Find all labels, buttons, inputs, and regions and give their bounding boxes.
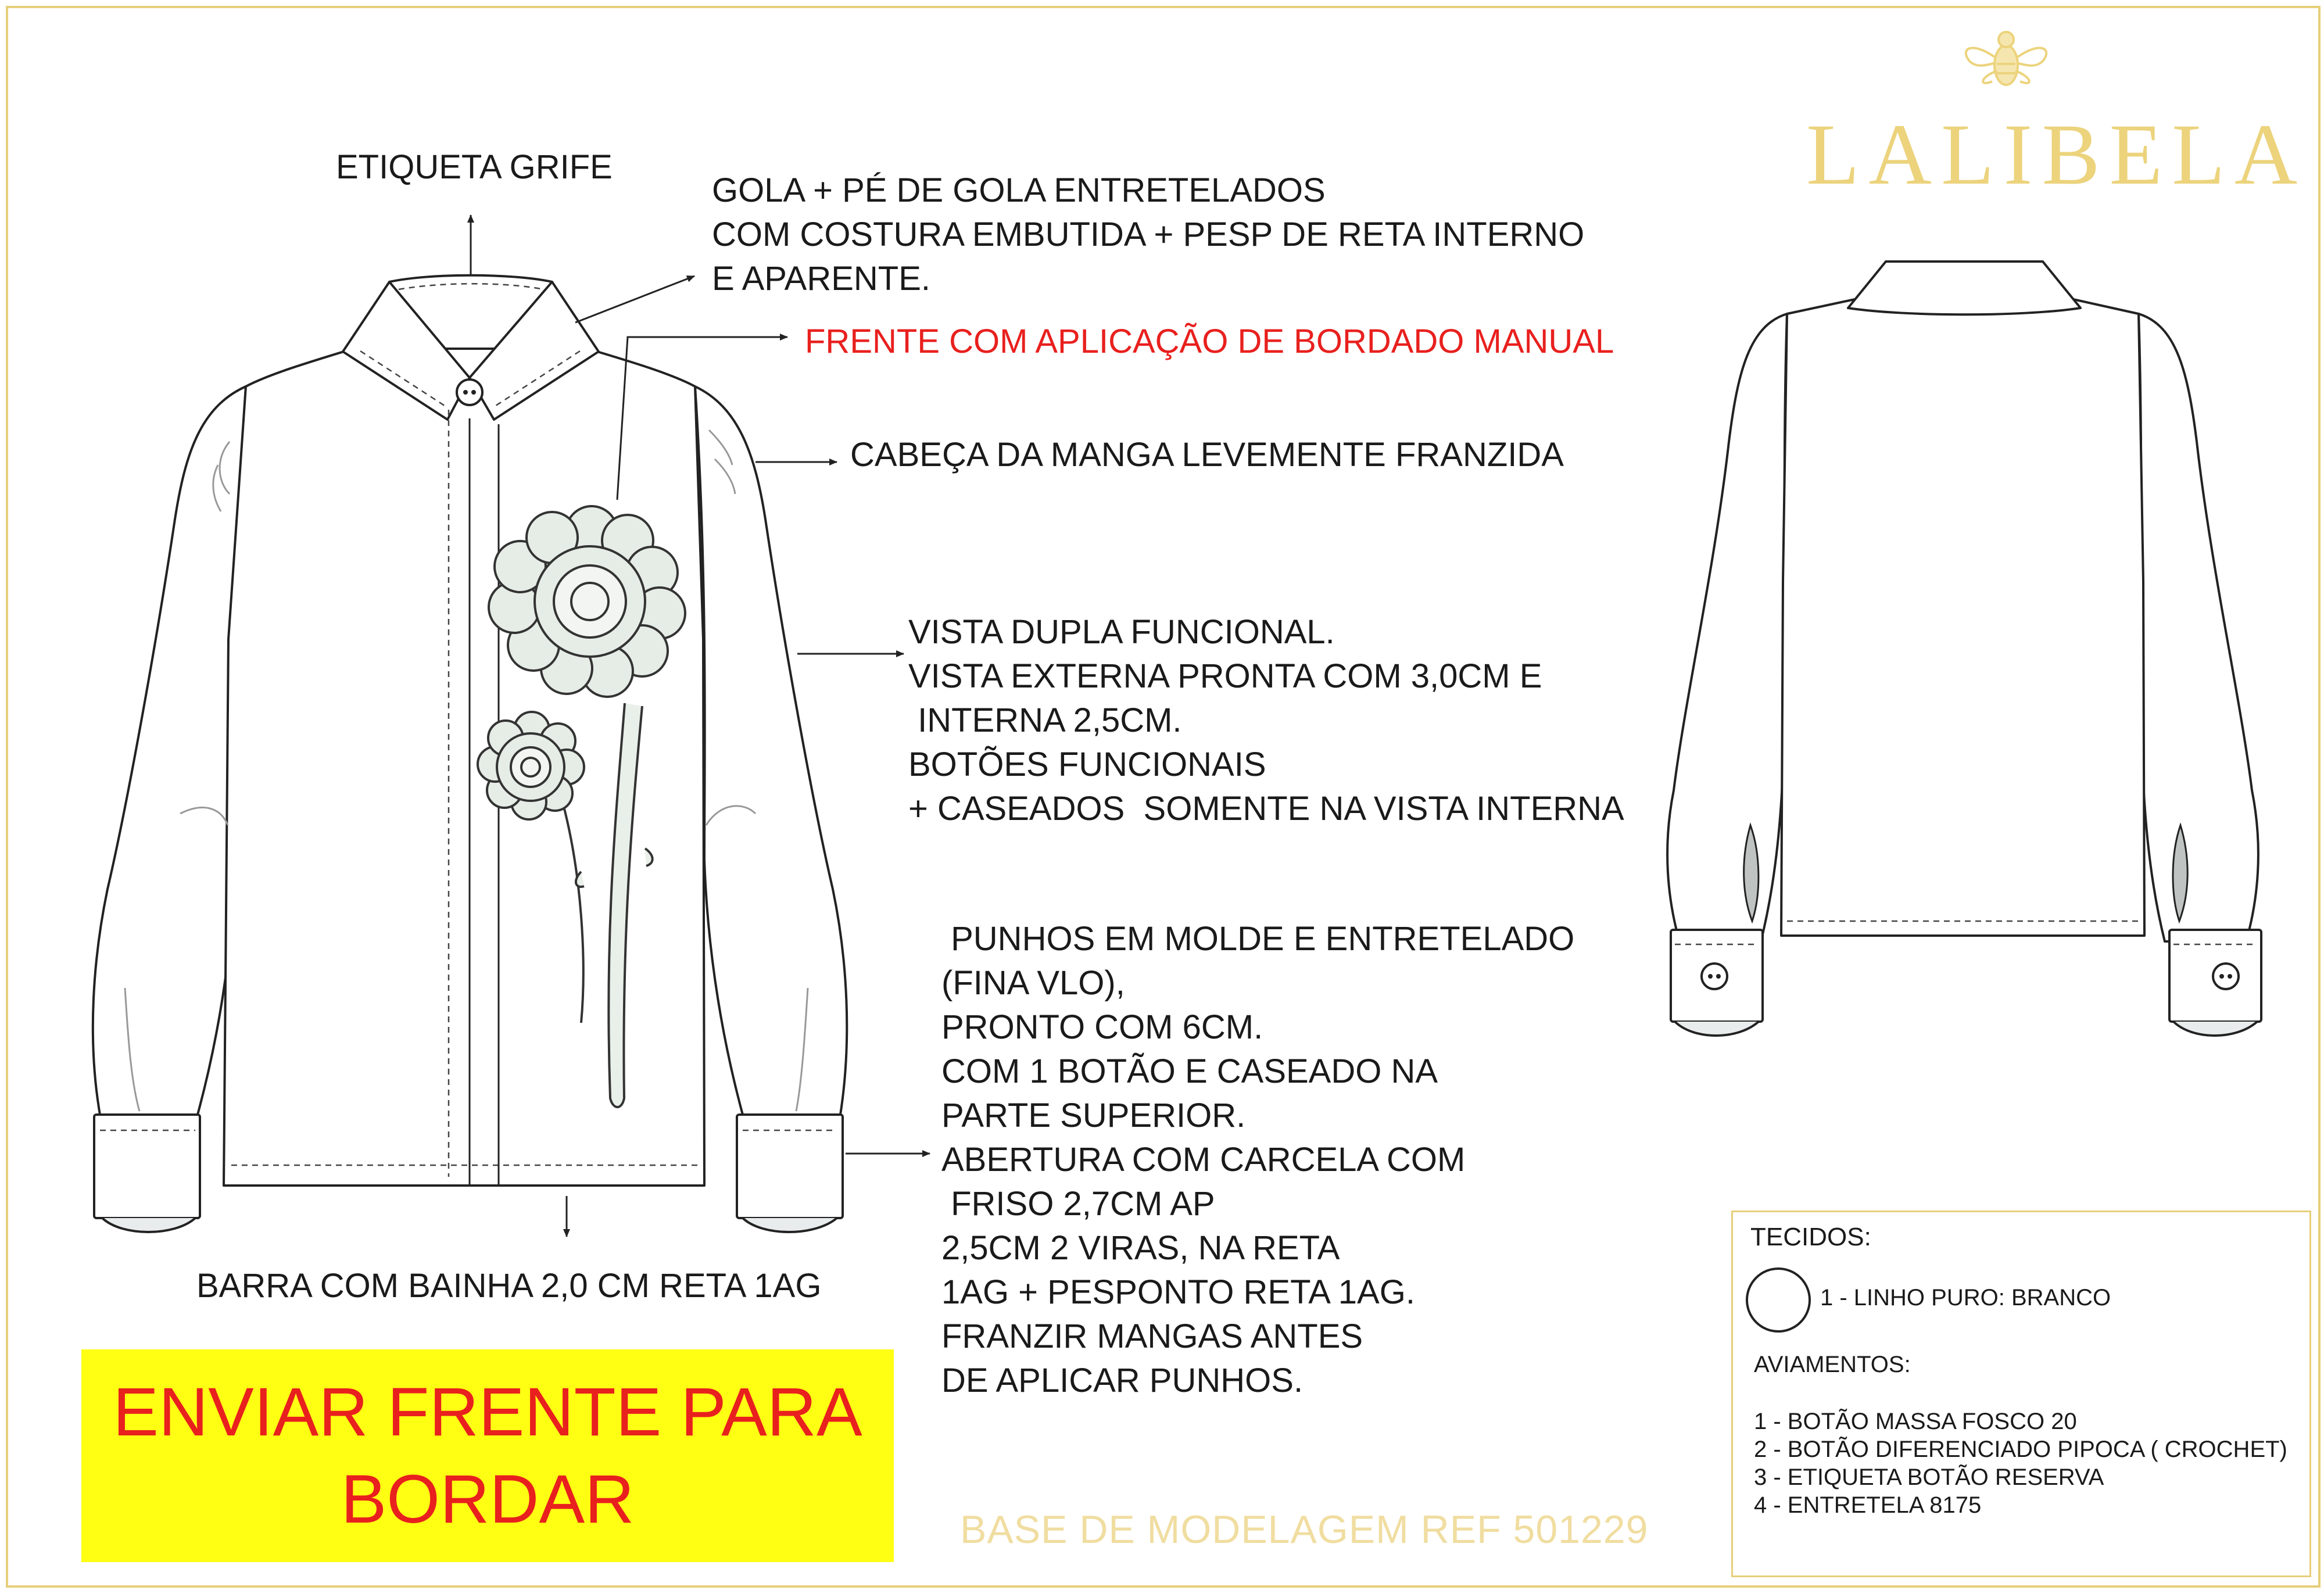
note-gola	[712, 169, 1584, 301]
aviamentos-title: AVIAMENTOS:	[1754, 1352, 1911, 1377]
note-barra: BARRA COM BAINHA 2,0 CM RETA 1AG	[196, 1267, 822, 1305]
note-gola-line: COM COSTURA EMBUTIDA + PESP DE RETA INTERNO	[712, 216, 1585, 253]
note-punhos-line: 1AG + PESPONTO RETA 1AG.	[941, 1273, 1415, 1311]
alert-line: BORDAR	[341, 1461, 635, 1538]
note-vista-line: VISTA DUPLA FUNCIONAL.	[908, 613, 1335, 651]
aviamento-item: 1 - BOTÃO MASSA FOSCO 20	[1754, 1409, 2077, 1434]
note-punhos-line: (FINA VLO),	[941, 964, 1125, 1002]
note-punhos-line: DE APLICAR PUNHOS.	[941, 1362, 1304, 1399]
note-punhos-line: FRISO 2,7CM AP	[941, 1185, 1215, 1223]
note-gola-line: GOLA + PÉ DE GOLA ENTRETELADOS	[712, 171, 1326, 209]
reference-label: BASE DE MODELAGEM REF 501229	[960, 1507, 1649, 1552]
note-punhos-line: 2,5CM 2 VIRAS, NA RETA	[941, 1229, 1340, 1267]
note-cabeca-manga: CABEÇA DA MANGA LEVEMENTE FRANZIDA	[850, 436, 1564, 474]
note-punhos-line: FRANZIR MANGAS ANTES	[941, 1317, 1363, 1355]
left-sleeve	[93, 386, 246, 1115]
note-punhos	[941, 917, 1574, 1403]
back-shirt-drawing	[1667, 262, 2261, 1036]
alert-banner	[81, 1349, 894, 1562]
note-punhos-line: PUNHOS EM MOLDE E ENTRETELADO	[941, 920, 1575, 958]
note-etiqueta: ETIQUETA GRIFE	[336, 148, 613, 186]
note-gola-line: E APARENTE.	[712, 260, 931, 298]
right-sleeve	[695, 386, 847, 1115]
note-vista	[908, 610, 1624, 831]
tecidos-title: TECIDOS:	[1750, 1223, 1871, 1251]
brand-logo: LALIBELA	[1806, 106, 2307, 203]
note-punhos-line: PRONTO COM 6CM.	[941, 1008, 1263, 1046]
back-cuff-buttons	[1702, 964, 2239, 989]
aviamento-item: 2 - BOTÃO DIFERENCIADO PIPOCA ( CROCHET)	[1754, 1437, 2287, 1462]
note-vista-line: VISTA EXTERNA PRONTA COM 3,0CM E	[908, 657, 1542, 695]
note-punhos-line: PARTE SUPERIOR.	[941, 1097, 1246, 1134]
back-collar	[1848, 262, 2081, 314]
back-right-sleeve	[2139, 314, 2258, 941]
back-left-sleeve	[1667, 314, 1787, 941]
note-vista-line: BOTÕES FUNCIONAIS	[908, 746, 1266, 783]
collar-button	[457, 379, 482, 405]
fabric-swatch	[1746, 1267, 1811, 1333]
tecido-item: 1 - LINHO PURO: BRANCO	[1820, 1285, 2111, 1310]
note-frente-bordado: FRENTE COM APLICAÇÃO DE BORDADO MANUAL	[805, 323, 1614, 360]
aviamento-item: 4 - ENTRETELA 8175	[1754, 1492, 1982, 1518]
back-body	[1781, 296, 2144, 936]
note-punhos-line: ABERTURA COM CARCELA COM	[941, 1141, 1466, 1179]
aviamento-item: 3 - ETIQUETA BOTÃO RESERVA	[1754, 1464, 2104, 1490]
note-punhos-line: COM 1 BOTÃO E CASEADO NA	[941, 1052, 1438, 1090]
note-vista-line: + CASEADOS SOMENTE NA VISTA INTERNA	[908, 790, 1624, 828]
materials-box	[1731, 1211, 2311, 1577]
alert-line: ENVIAR FRENTE PARA	[113, 1374, 862, 1451]
bee-icon	[1966, 32, 2046, 85]
note-vista-line: INTERNA 2,5CM.	[908, 701, 1182, 739]
